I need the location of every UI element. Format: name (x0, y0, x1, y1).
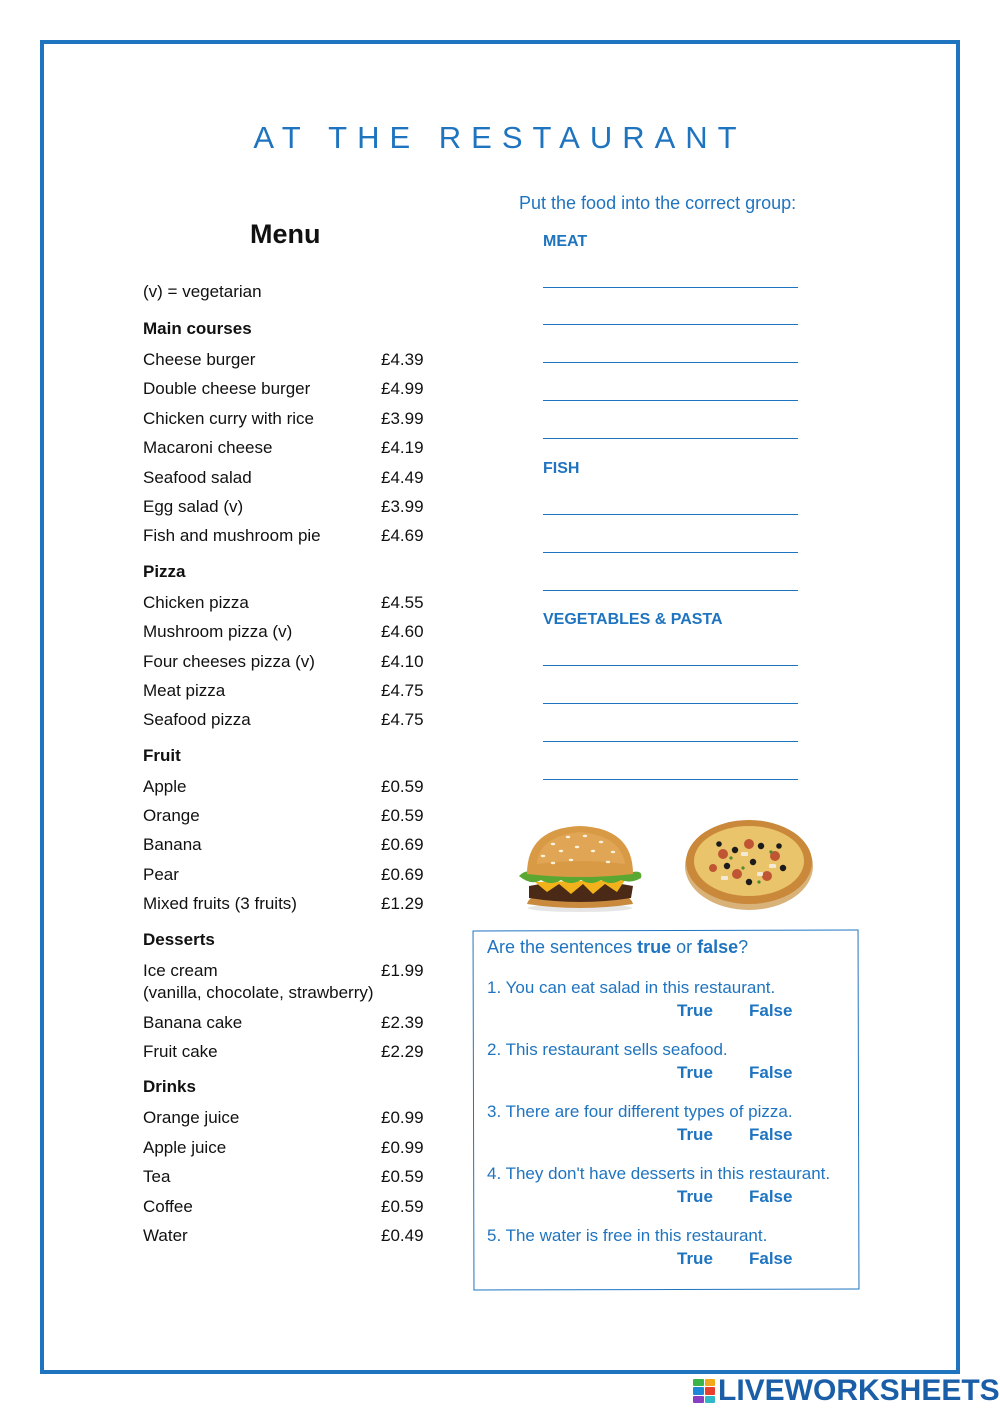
menu-section-desserts (143, 927, 443, 1067)
menu-item (143, 772, 443, 801)
question-true-word: true (637, 937, 672, 957)
item-name: Fish and mushroom pie (143, 526, 321, 546)
sentence: 1. You can eat salad in this restaurant. (487, 978, 776, 997)
item-price: £0.59 (381, 776, 424, 796)
menu-item (143, 801, 443, 830)
menu-item (143, 1162, 443, 1191)
item-price: £4.69 (381, 526, 424, 546)
item-name: Macaroni cheese (143, 438, 273, 458)
item-name: Double cheese burger (143, 379, 311, 399)
menu-item (143, 676, 443, 705)
menu-item (143, 1192, 443, 1221)
true-false-item (487, 1224, 857, 1273)
menu-item (143, 1221, 443, 1250)
true-option[interactable]: True (677, 1125, 713, 1144)
item-name: Tea (143, 1167, 171, 1187)
menu-list (143, 316, 443, 1258)
menu-item (143, 830, 443, 859)
menu-item (143, 1103, 443, 1132)
item-price: £4.55 (381, 592, 424, 612)
answer-line[interactable] (543, 400, 798, 401)
menu-item (143, 956, 443, 1008)
menu-item (143, 1037, 443, 1066)
question-false-word: false (697, 937, 739, 957)
item-price: £4.19 (381, 438, 424, 458)
item-price: £0.59 (381, 1167, 424, 1187)
false-option[interactable]: False (749, 1187, 793, 1206)
item-note: (vanilla, chocolate, strawberry) (143, 982, 374, 1002)
answer-line[interactable] (543, 324, 798, 325)
true-option[interactable]: True (677, 1249, 713, 1268)
answer-line[interactable] (543, 590, 798, 591)
item-name: Ice cream (143, 960, 218, 980)
item-price: £4.10 (381, 651, 424, 671)
menu-heading: Menu (250, 219, 321, 249)
item-price: £4.49 (381, 467, 424, 487)
menu-item (143, 1008, 443, 1037)
item-name: Four cheeses pizza (v) (143, 651, 315, 671)
item-name: Mixed fruits (3 fruits) (143, 894, 297, 914)
question-prefix: Are the sentences (487, 937, 638, 957)
menu-item (143, 521, 443, 550)
item-name: Banana cake (143, 1012, 243, 1032)
item-name: Meat pizza (143, 680, 226, 700)
menu-item (143, 1133, 443, 1162)
item-price: £4.60 (381, 622, 424, 642)
item-price: £4.39 (381, 350, 424, 369)
item-name: Coffee (143, 1196, 193, 1216)
question-suffix: ? (738, 937, 749, 957)
menu-item (143, 705, 443, 734)
answer-line[interactable] (543, 703, 798, 704)
group-heading-fish: FISH (543, 460, 580, 477)
menu-section-drinks (143, 1074, 443, 1250)
item-name: Chicken curry with rice (143, 408, 314, 428)
item-name: Banana (143, 835, 202, 855)
section-heading: Drinks (143, 1077, 196, 1097)
true-false-question (487, 937, 748, 958)
sentence: 3. There are four different types of pizza. (487, 1102, 793, 1121)
true-false-item (487, 976, 857, 1025)
true-option[interactable]: True (677, 1063, 713, 1082)
item-price: £0.69 (381, 835, 424, 855)
question-or-word: or (671, 937, 698, 957)
item-price: £4.75 (381, 680, 424, 700)
item-price: £3.99 (381, 496, 424, 516)
sentence: 4. They don't have desserts in this restaurant. (487, 1164, 831, 1183)
menu-item (143, 492, 443, 521)
false-option[interactable]: False (749, 1125, 793, 1144)
true-false-item (487, 1162, 857, 1211)
answer-line[interactable] (543, 552, 798, 553)
item-price: £0.99 (381, 1137, 424, 1157)
item-name: Orange (143, 806, 200, 826)
item-name: Fruit cake (143, 1042, 218, 1062)
vegetarian-note: (v) = vegetarian (143, 282, 262, 301)
liveworksheets-logo-icon (693, 1379, 715, 1403)
item-name: Seafood pizza (143, 710, 251, 730)
section-heading: Desserts (143, 929, 215, 949)
group-instruction: Put the food into the correct group: (519, 193, 797, 213)
true-option[interactable]: True (677, 1187, 713, 1206)
item-name: Orange juice (143, 1108, 240, 1128)
item-name: Cheese burger (143, 350, 256, 369)
liveworksheets-watermark (693, 1376, 1000, 1406)
answer-line[interactable] (543, 287, 798, 288)
answer-line[interactable] (543, 741, 798, 742)
watermark-text: LIVEWORKSHEETS (718, 1374, 1000, 1407)
menu-item (143, 889, 443, 918)
item-name: Seafood salad (143, 467, 252, 487)
menu-item (143, 588, 443, 617)
item-price: £0.99 (381, 1108, 424, 1128)
group-heading-vegetables-pasta: VEGETABLES & PASTA (543, 611, 723, 628)
false-option[interactable]: False (749, 1063, 793, 1082)
item-price: £0.49 (381, 1225, 424, 1245)
item-price: £0.59 (381, 806, 424, 826)
item-price: £1.99 (381, 960, 424, 980)
menu-section-fruit (143, 743, 443, 919)
true-false-item (487, 1100, 857, 1149)
menu-item (143, 647, 443, 676)
item-name: Egg salad (v) (143, 496, 244, 516)
answer-line[interactable] (543, 438, 798, 439)
item-name: Apple juice (143, 1137, 227, 1157)
item-price: £3.99 (381, 408, 424, 428)
pizza-image (683, 816, 815, 912)
menu-item (143, 617, 443, 646)
false-option[interactable]: False (749, 1249, 793, 1268)
answer-line[interactable] (543, 362, 798, 363)
sentence: 2. This restaurant sells seafood. (487, 1040, 728, 1059)
answer-line[interactable] (543, 665, 798, 666)
menu-item (143, 433, 443, 462)
false-option[interactable]: False (749, 1001, 793, 1020)
item-price: £0.69 (381, 864, 424, 884)
page-title: AT THE RESTAURANT (253, 120, 747, 155)
menu-item (143, 404, 443, 433)
answer-line[interactable] (543, 514, 798, 515)
item-name: Water (143, 1225, 188, 1245)
menu-item (143, 860, 443, 889)
group-heading-meat: MEAT (543, 233, 588, 250)
item-price: £0.59 (381, 1196, 424, 1216)
item-name: Pear (143, 864, 179, 884)
section-heading: Main courses (143, 319, 252, 338)
menu-item (143, 345, 443, 374)
item-price: £4.99 (381, 379, 424, 399)
true-false-item (487, 1038, 857, 1087)
menu-section-main-courses (143, 316, 443, 551)
section-heading: Fruit (143, 745, 181, 765)
item-price: £4.75 (381, 710, 424, 730)
burger-image (513, 818, 647, 914)
item-price: £2.29 (381, 1042, 424, 1062)
true-option[interactable]: True (677, 1001, 713, 1020)
section-heading: Pizza (143, 561, 186, 581)
item-price: £2.39 (381, 1012, 424, 1032)
menu-section-pizza (143, 559, 443, 735)
answer-line[interactable] (543, 779, 798, 780)
item-price: £1.29 (381, 894, 424, 914)
item-name: Apple (143, 776, 187, 796)
sentence: 5. The water is free in this restaurant. (487, 1226, 768, 1245)
menu-item (143, 374, 443, 403)
item-name: Mushroom pizza (v) (143, 622, 293, 642)
item-name: Chicken pizza (143, 592, 249, 612)
menu-item (143, 463, 443, 492)
